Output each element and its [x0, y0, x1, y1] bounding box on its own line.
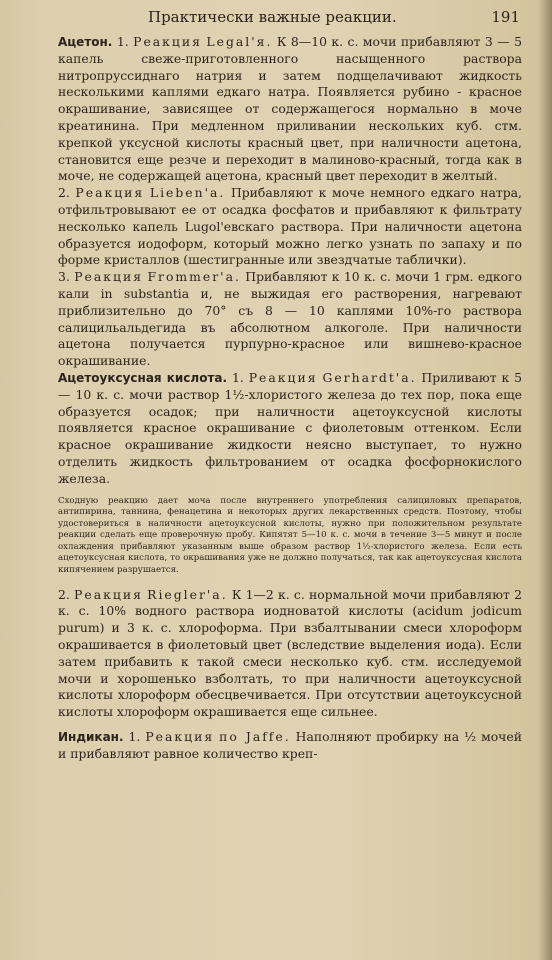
page-number: 191 — [491, 8, 520, 26]
section-heading-indican: Индикан. — [58, 730, 124, 745]
reaction-name: Lieben'а. — [149, 185, 226, 201]
footnote-small-print: Сходную реакцию дает моча после внутреннего употребления салициловых препаратов, антипирина, таннина, фенацетина и некоторых других лекарственных средств. Поэтому, чтобы удостовериться в наличности ацетоуксусной кислоты, нужно при положительном результате реакции сделать еще проверочную пробу. Кипятят 5—10 к. с. мочи в течение 3—5 минут и после охлаждения прибавляют указанным выше образом раствор 1½-хлористого железа. Если есть ацетоуксусная кислота, то окрашивания уже не должно получаться, так как ацетоуксусная кислота кипячением разрушается. — [58, 495, 522, 576]
paragraph-acetoacetic-gerhardt: Ацетоуксусная кислота. 1. Реакция Gerhardt'а. Приливают к 5 — 10 к. с. мочи раствор 1½-хлористого железа до тех пор, пока еще образуется осадок; при наличности ацетоуксусной кислоты появляется красное окрашивание с фиолетовым оттенком. Если красное окрашивание жидкости неясно выступает, то нужно отделить жидкость фильтрованием от осадка фосфорнокислого железа. — [58, 369, 522, 486]
paragraph-acetone-lieben: 2. Реакция Lieben'а. Прибавляют к моче немного едкаго натра, отфильтровывают ее от осадка фосфатов и прибавляют к фильтрату несколько капель Lugol'евскаго раствора. При наличности ацетона образуется иодоформ, который можно легко узнать по запаху и по форме кристаллов (шестигранные или звездчатые таблички). — [58, 185, 522, 268]
reaction-name: Legal'я. — [206, 34, 273, 49]
section-heading-acetone: Ацетон. — [58, 35, 113, 49]
paragraph-acetoacetic-riegler: 2. Реакция Riegler'а. К 1—2 к. с. нормальной мочи прибавляют 2 к. с. 10% водного раствора иодноватой кислоты (acidum jodicum purum) и 3 к. с. хлороформа. При взбалтывании смеси хлороформ окрашивается в фиолетовый цвет (вследствие выделения иода). Если затем прибавить к такой смеси несколько куб. стм. исследуемой мочи и хорошенько взболтать, то при наличности ацетоуксусной кислоты хлороформ обесцвечивается. При отсутствии ацетоуксусной кислоты хлороформ окрашивается еще сильнее. — [58, 586, 522, 720]
page-header — [148, 8, 522, 34]
paragraph-acetone-frommer: 3. Реакция Frommer'а. Прибавляют к 10 к. с. мочи 1 грм. едкого кали in substantia и, не выжидая его растворения, нагревают приблизительно до 70° съ 8 — 10 каплями 10%-го раствора салицильальдегида въ абсолютном алкоголе. При наличности ацетона получается пурпурно-красное или вишнево-красное окрашивание. — [58, 269, 522, 369]
paragraph-indican-jaffe: Индикан. 1. Реакция по Jaffe. Наполняют пробирку на ½ мочей и прибавляют равное количество креп- — [58, 729, 522, 761]
running-title: Практически важные реакции. — [148, 8, 397, 26]
reaction-name: по Jaffe. — [219, 729, 291, 745]
paragraph-acetone-legal: Ацетон. 1. Реакция Legal'я. К 8—10 к. с. мочи прибавляют 3 — 5 капель свеже-приготовленного насыщенного раствора нитропруссиднаго натрия и затем подщелачивают жидкость несколькими каплями едкаго натра. Появляется рубино - красное окрашивание, зависящее от содержащегося нормально в моче креатинина. При медленном приливании нескольких куб. стм. крепкой уксусной кислоты красный цвет, при наличности ацетона, становится еще резче и переходит в малиново-красный, тогда как в моче, не содержащей ацетона, красный цвет переходит в желтый. — [58, 34, 522, 184]
section-heading-acetoacetic-acid: Ацетоуксусная кислота. — [58, 370, 228, 385]
reaction-name: Frommer'а. — [147, 269, 241, 285]
reaction-name: Gerhardt'а. — [322, 369, 417, 385]
reaction-name: Riegler'а. — [147, 586, 228, 602]
